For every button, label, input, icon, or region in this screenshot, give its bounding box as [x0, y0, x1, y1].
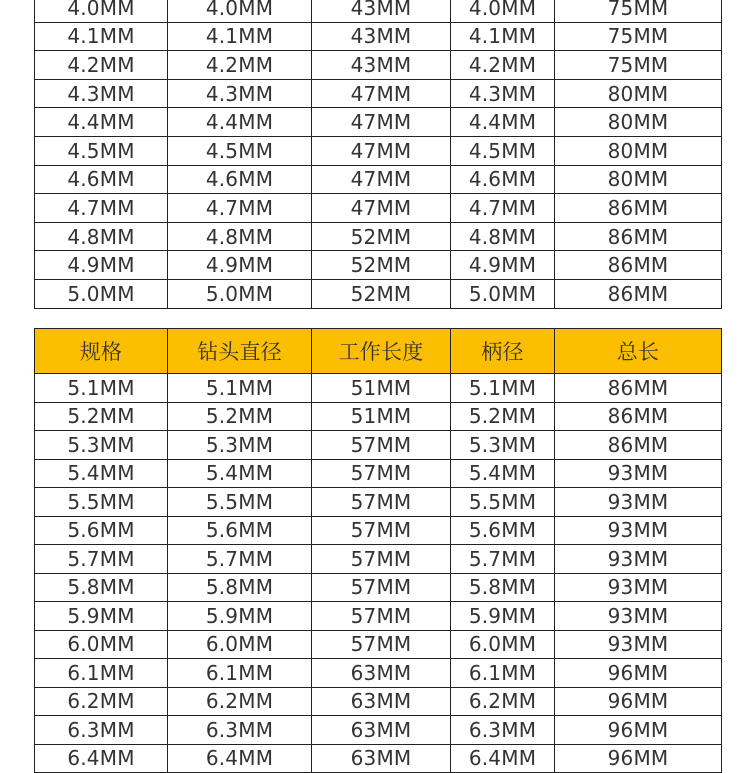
cell-shank-diameter: 4.6MM [451, 165, 555, 194]
cell-drill-diameter: 4.7MM [168, 194, 312, 223]
cell-total-length: 86MM [555, 374, 722, 403]
cell-shank-diameter: 4.7MM [451, 194, 555, 223]
cell-working-length: 43MM [312, 22, 451, 51]
cell-shank-diameter: 5.0MM [451, 279, 555, 308]
cell-spec: 6.3MM [35, 716, 168, 745]
cell-working-length: 57MM [312, 630, 451, 659]
cell-total-length: 80MM [555, 165, 722, 194]
cell-drill-diameter: 5.9MM [168, 602, 312, 631]
cell-working-length: 63MM [312, 716, 451, 745]
table-row [35, 687, 722, 716]
cell-spec: 4.3MM [35, 79, 168, 108]
cell-drill-diameter: 4.2MM [168, 51, 312, 80]
spec-table-body [35, 374, 722, 773]
cell-shank-diameter: 5.8MM [451, 573, 555, 602]
cell-total-length: 86MM [555, 402, 722, 431]
table-row [35, 374, 722, 403]
cell-total-length: 86MM [555, 251, 722, 280]
cell-total-length: 75MM [555, 22, 722, 51]
cell-shank-diameter: 4.8MM [451, 222, 555, 251]
table-row [35, 630, 722, 659]
cell-spec: 5.9MM [35, 602, 168, 631]
cell-working-length: 63MM [312, 744, 451, 773]
cell-drill-diameter: 5.8MM [168, 573, 312, 602]
cell-spec: 4.9MM [35, 251, 168, 280]
cell-drill-diameter: 4.4MM [168, 108, 312, 137]
cell-working-length: 51MM [312, 402, 451, 431]
cell-shank-diameter: 5.5MM [451, 488, 555, 517]
cell-spec: 5.6MM [35, 516, 168, 545]
table-row [35, 459, 722, 488]
cell-total-length: 86MM [555, 222, 722, 251]
table-row [35, 165, 722, 194]
table-row [35, 251, 722, 280]
cell-shank-diameter: 5.9MM [451, 602, 555, 631]
table-row [35, 194, 722, 223]
header-spec: 规格 [35, 329, 168, 374]
cell-working-length: 47MM [312, 165, 451, 194]
header-total-length: 总长 [555, 329, 722, 374]
header-working-length: 工作长度 [312, 329, 451, 374]
cell-drill-diameter: 6.4MM [168, 744, 312, 773]
cell-drill-diameter: 4.3MM [168, 79, 312, 108]
cell-total-length: 86MM [555, 194, 722, 223]
cell-total-length: 96MM [555, 659, 722, 688]
cell-working-length: 52MM [312, 222, 451, 251]
cell-shank-diameter: 4.1MM [451, 22, 555, 51]
cell-working-length: 47MM [312, 136, 451, 165]
cell-shank-diameter: 5.2MM [451, 402, 555, 431]
cell-shank-diameter: 6.3MM [451, 716, 555, 745]
table-row [35, 0, 722, 22]
cell-shank-diameter: 5.6MM [451, 516, 555, 545]
cell-total-length: 93MM [555, 516, 722, 545]
cell-working-length: 43MM [312, 0, 451, 22]
table-row [35, 545, 722, 574]
cell-working-length: 52MM [312, 279, 451, 308]
cell-working-length: 57MM [312, 459, 451, 488]
cell-total-length: 96MM [555, 744, 722, 773]
cell-drill-diameter: 5.4MM [168, 459, 312, 488]
cell-working-length: 51MM [312, 374, 451, 403]
cell-total-length: 75MM [555, 51, 722, 80]
table-row [35, 136, 722, 165]
cell-drill-diameter: 4.1MM [168, 22, 312, 51]
cell-spec: 6.1MM [35, 659, 168, 688]
cell-shank-diameter: 6.2MM [451, 687, 555, 716]
cell-total-length: 75MM [555, 0, 722, 22]
table-row [35, 573, 722, 602]
cell-spec: 4.7MM [35, 194, 168, 223]
cell-drill-diameter: 4.8MM [168, 222, 312, 251]
cell-working-length: 57MM [312, 516, 451, 545]
cell-total-length: 96MM [555, 716, 722, 745]
cell-working-length: 63MM [312, 659, 451, 688]
cell-total-length: 86MM [555, 279, 722, 308]
cell-drill-diameter: 5.1MM [168, 374, 312, 403]
table-row [35, 744, 722, 773]
cell-spec: 4.4MM [35, 108, 168, 137]
cell-shank-diameter: 5.3MM [451, 431, 555, 460]
cell-total-length: 93MM [555, 459, 722, 488]
cell-shank-diameter: 4.0MM [451, 0, 555, 22]
table-row [35, 51, 722, 80]
cell-total-length: 93MM [555, 545, 722, 574]
cell-shank-diameter: 4.9MM [451, 251, 555, 280]
header-drill-diameter: 钻头直径 [168, 329, 312, 374]
cell-shank-diameter: 5.4MM [451, 459, 555, 488]
cell-total-length: 80MM [555, 108, 722, 137]
table-row [35, 402, 722, 431]
table-row [35, 659, 722, 688]
cell-spec: 4.0MM [35, 0, 168, 22]
cell-shank-diameter: 4.2MM [451, 51, 555, 80]
cell-total-length: 93MM [555, 602, 722, 631]
cell-shank-diameter: 4.5MM [451, 136, 555, 165]
cell-spec: 5.4MM [35, 459, 168, 488]
cell-spec: 5.1MM [35, 374, 168, 403]
cell-shank-diameter: 6.0MM [451, 630, 555, 659]
cell-drill-diameter: 4.6MM [168, 165, 312, 194]
cell-total-length: 80MM [555, 136, 722, 165]
table-row [35, 108, 722, 137]
cell-drill-diameter: 5.0MM [168, 279, 312, 308]
table-row [35, 279, 722, 308]
table-row [35, 716, 722, 745]
cell-working-length: 47MM [312, 108, 451, 137]
cell-spec: 6.2MM [35, 687, 168, 716]
table-row [35, 431, 722, 460]
cell-total-length: 93MM [555, 573, 722, 602]
table-row [35, 79, 722, 108]
cell-shank-diameter: 5.7MM [451, 545, 555, 574]
cell-total-length: 93MM [555, 488, 722, 517]
spec-table-continued [34, 0, 722, 309]
table-row [35, 22, 722, 51]
cell-spec: 6.4MM [35, 744, 168, 773]
table-row [35, 602, 722, 631]
cell-spec: 4.2MM [35, 51, 168, 80]
cell-shank-diameter: 5.1MM [451, 374, 555, 403]
cell-shank-diameter: 4.4MM [451, 108, 555, 137]
cell-shank-diameter: 6.1MM [451, 659, 555, 688]
cell-drill-diameter: 4.5MM [168, 136, 312, 165]
cell-total-length: 86MM [555, 431, 722, 460]
cell-spec: 5.3MM [35, 431, 168, 460]
cell-spec: 6.0MM [35, 630, 168, 659]
cell-total-length: 96MM [555, 687, 722, 716]
cell-drill-diameter: 6.3MM [168, 716, 312, 745]
cell-spec: 5.8MM [35, 573, 168, 602]
cell-working-length: 57MM [312, 488, 451, 517]
cell-total-length: 80MM [555, 79, 722, 108]
cell-drill-diameter: 6.1MM [168, 659, 312, 688]
cell-drill-diameter: 4.9MM [168, 251, 312, 280]
table-row [35, 488, 722, 517]
cell-spec: 5.2MM [35, 402, 168, 431]
spec-table-header-row [35, 329, 722, 374]
cell-working-length: 52MM [312, 251, 451, 280]
cell-drill-diameter: 5.2MM [168, 402, 312, 431]
cell-drill-diameter: 5.3MM [168, 431, 312, 460]
cell-drill-diameter: 5.6MM [168, 516, 312, 545]
table-row [35, 516, 722, 545]
cell-spec: 4.1MM [35, 22, 168, 51]
spec-table [34, 328, 722, 773]
cell-working-length: 47MM [312, 194, 451, 223]
cell-working-length: 57MM [312, 573, 451, 602]
cell-working-length: 47MM [312, 79, 451, 108]
cell-spec: 4.8MM [35, 222, 168, 251]
cell-working-length: 63MM [312, 687, 451, 716]
cell-working-length: 43MM [312, 51, 451, 80]
cell-spec: 5.7MM [35, 545, 168, 574]
spec-table-continued-body [35, 0, 722, 308]
cell-spec: 4.6MM [35, 165, 168, 194]
cell-drill-diameter: 4.0MM [168, 0, 312, 22]
cell-working-length: 57MM [312, 545, 451, 574]
table-row [35, 222, 722, 251]
cell-shank-diameter: 4.3MM [451, 79, 555, 108]
cell-drill-diameter: 5.5MM [168, 488, 312, 517]
header-shank-diameter: 柄径 [451, 329, 555, 374]
cell-spec: 4.5MM [35, 136, 168, 165]
cell-drill-diameter: 5.7MM [168, 545, 312, 574]
cell-shank-diameter: 6.4MM [451, 744, 555, 773]
cell-working-length: 57MM [312, 602, 451, 631]
cell-working-length: 57MM [312, 431, 451, 460]
cell-drill-diameter: 6.0MM [168, 630, 312, 659]
cell-drill-diameter: 6.2MM [168, 687, 312, 716]
cell-spec: 5.0MM [35, 279, 168, 308]
cell-spec: 5.5MM [35, 488, 168, 517]
cell-total-length: 93MM [555, 630, 722, 659]
